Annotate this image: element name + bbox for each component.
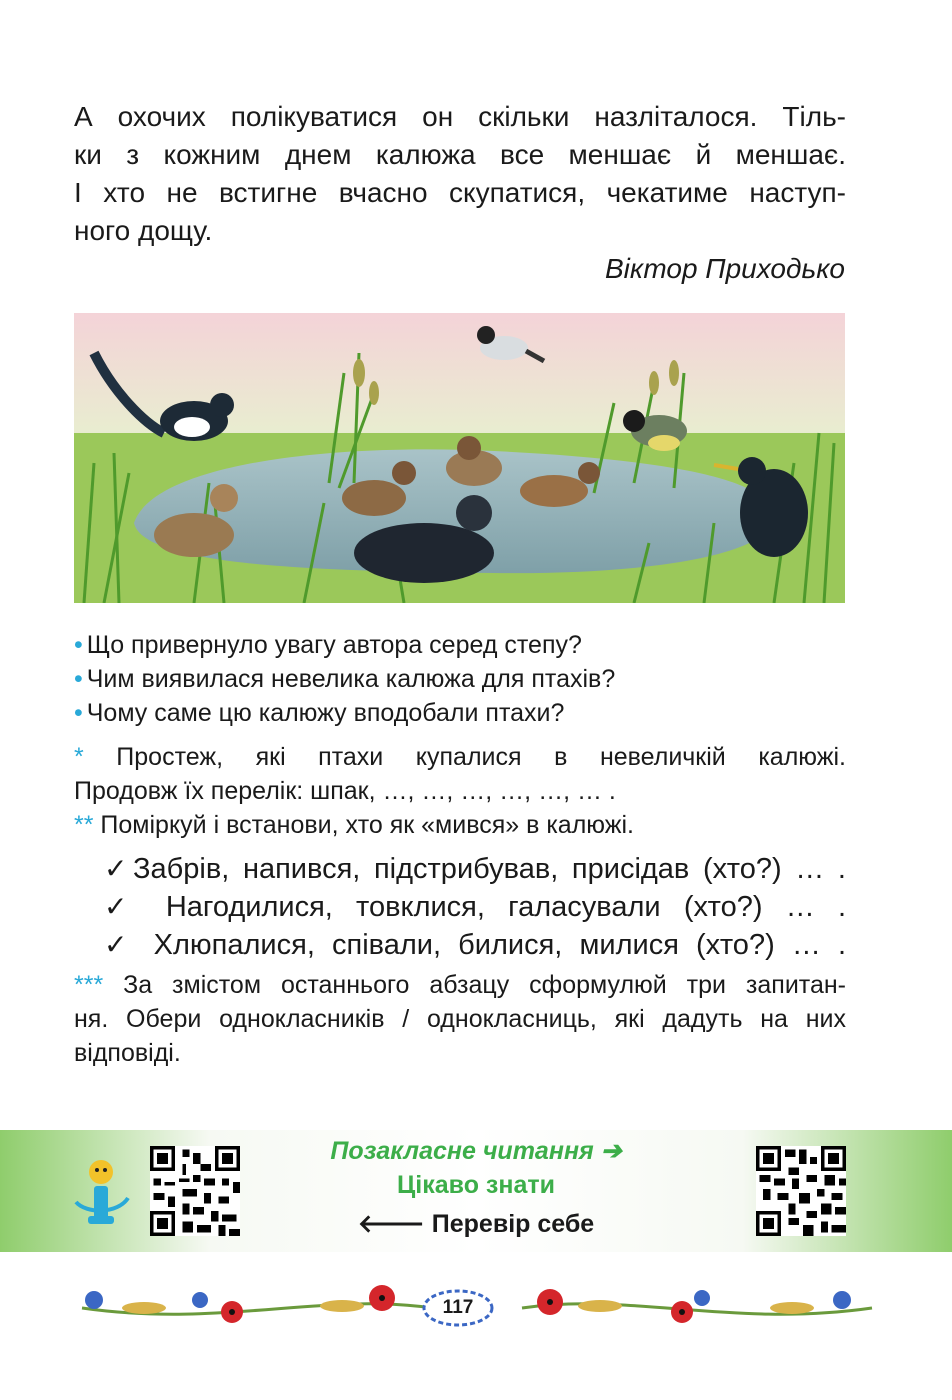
list-item [74,662,615,696]
extra-reading-link[interactable]: Позакласне читання ➔ [330,1137,622,1165]
difficulty-marker: * [74,743,84,771]
task-line: відповіді. [74,1039,181,1067]
check-item [104,926,846,964]
story-line: І хто не встигне вчасно скупатися, чекатиме наступ- [74,177,846,208]
task-text: Простеж, які птахи купалися в невеличкій калюжі. [116,743,846,771]
task-line: Продовж їх перелік: шпак, …, …, …, …, …, … . [74,777,616,805]
story-line: А охочих полікуватися он скільки назліталося. Тіль- [74,101,846,132]
page-number: 117 [442,1297,474,1318]
bullet: • [74,699,83,727]
page-number-badge [425,1290,491,1326]
question-text: Чим виявилася невелика калюжа для птахів? [86,665,616,693]
self-check-link[interactable]: 🡐 Перевір себе [357,1210,595,1238]
task-line [74,968,846,1002]
task-two [74,808,846,842]
check-text: Хлюпалися, співали, билися, милися (хто?) … . [153,929,847,961]
difficulty-marker: *** [74,971,104,999]
questions-list [74,628,615,730]
task-text: Поміркуй і встанови, хто як «мився» в калюжі. [100,811,634,839]
task-three [74,968,846,1070]
story-line: ного дощу. [74,215,213,246]
check-item [104,850,846,888]
list-item [74,628,615,662]
story-line: ки з кожним днем калюжа все меншає й меншає. [74,139,846,170]
task-one [74,740,846,808]
bullet: • [74,665,83,693]
task-line [74,808,846,842]
task-line: ня. Обери однокласників / однокласниць, які дадуть на них [74,1005,846,1033]
interesting-facts-link[interactable]: Цікаво знати [397,1171,555,1199]
check-text: Забрів, напився, підстрибував, присідав (хто?) … . [133,853,846,885]
birds-puddle-illustration [74,313,845,603]
story-paragraph [74,98,846,250]
bullet: • [74,631,83,659]
question-text: Що привернуло увагу автора серед степу? [86,631,582,659]
checkmark-icon: ✓ [104,853,134,884]
difficulty-marker: ** [74,811,94,839]
question-text: Чому саме цю калюжу вподобали птахи? [86,699,565,727]
list-item [74,696,615,730]
author-signature: Віктор Приходько [604,253,845,284]
check-text: Нагодилися, товклися, галасували (хто?) … . [165,891,846,923]
check-item [104,888,846,926]
task-line [74,740,846,774]
checkmark-icon: ✓ [104,891,143,922]
checkmark-icon: ✓ [104,929,137,960]
task-text: За змістом останнього абзацу сформулюй три запитан- [123,971,847,999]
